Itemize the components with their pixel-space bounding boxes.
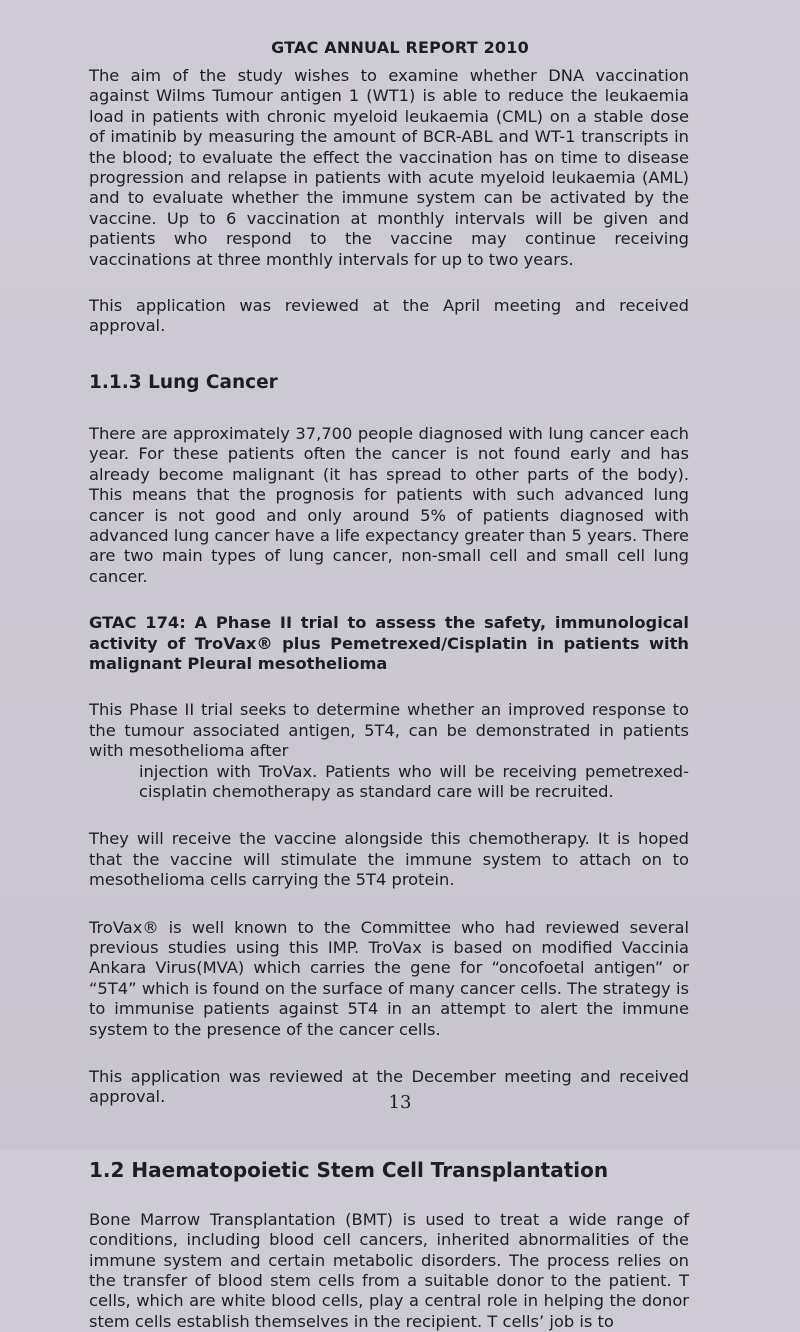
heading-gtac-174: GTAC 174: A Phase II trial to assess the safety, immunological activity of TroVax® plus Pemetrexed/Cisplatin in patients with malignant Pleural mesothelioma (89, 613, 689, 673)
paragraph-phase-ii-indented: injection with TroVax. Patients who will be receiving pemetrexed-cisplatin chemotherapy as standard care will be recruited. (139, 761, 689, 801)
paragraph-trovax: TroVax® is well known to the Committee who had reviewed several previous studies using this IMP. TroVax is based on modified Vaccinia Ankara Virus(MVA) which carries the gene for “oncofoetal antigen” or “5T4” which is found on the surface of many cancer cells. The strategy is to immunise patients against 5T4 in an attempt to alert the immune system to the presence of the cancer cells. (89, 917, 689, 1039)
page-header: GTAC ANNUAL REPORT 2010 (271, 38, 529, 57)
paragraph-phase-ii-lead: This Phase II trial seeks to determine whether an improved response to the tumour associated antigen, 5T4, can be demonstrated in patients with mesothelioma after (89, 700, 689, 761)
paragraph-phase-ii (89, 700, 689, 802)
heading-lung-cancer: 1.1.3 Lung Cancer (89, 371, 278, 393)
page-number: 13 (388, 1092, 412, 1113)
paragraph-bone-marrow-transplantation: Bone Marrow Transplantation (BMT) is used to treat a wide range of conditions, including blood cell cancers, inherited abnormalities of the immune system and certain metabolic disorders. The process relies on the transfer of blood stem cells from a suitable donor to the patient. T cells, which are white blood cells, play a central role in helping the donor stem cells establish themselves in the recipient. T cells’ job is to (89, 1209, 689, 1331)
heading-stem-cell-transplantation: 1.2 Haematopoietic Stem Cell Transplantation (89, 1157, 609, 1182)
paragraph-vaccine-chemo: They will receive the vaccine alongside this chemotherapy. It is hoped that the vaccine will stimulate the immune system to attach on to mesothelioma cells carrying the 5T4 protein. (89, 829, 689, 890)
paragraph-december-approval: This application was reviewed at the December meeting and received approval. (89, 1067, 689, 1107)
paragraph-lung-cancer: There are approximately 37,700 people diagnosed with lung cancer each year. For these patients often the cancer is not found early and has already become malignant (it has spread to other parts of the body). This means that the prognosis for patients with such advanced lung cancer is not good and only around 5% of patients diagnosed with advanced lung cancer have a life expectancy greater than 5 years. There are two main types of lung cancer, non-small cell and small cell lung cancer. (89, 423, 689, 586)
page-content (89, 66, 689, 1332)
paragraph-april-approval: This application was reviewed at the April meeting and received approval. (89, 296, 689, 336)
paragraph-study-aim: The aim of the study wishes to examine whether DNA vaccination against Wilms Tumour antigen 1 (WT1) is able to reduce the leukaemia load in patients with chronic myeloid leukaemia (CML) on a stable dose of imatinib by measuring the amount of BCR-ABL and WT-1 transcripts in the blood; to evaluate the effect the vaccination has on time to disease progression and relapse in patients with acute myeloid leukaemia (AML) and to evaluate whether the immune system can be activated by the vaccine. Up to 6 vaccination at monthly intervals will be given and patients who respond to the vaccine may continue receiving vaccinations at three monthly intervals for up to two years. (89, 66, 689, 269)
